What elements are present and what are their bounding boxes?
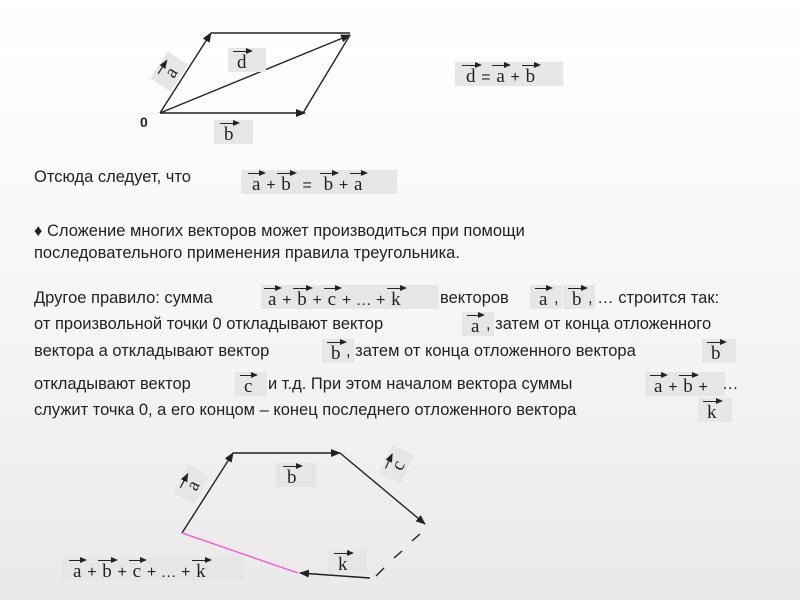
p2-line4-start: откладывают вектор bbox=[34, 375, 191, 393]
p2-vec-b: b bbox=[563, 285, 595, 309]
paragraph1-line1: ♦ Сложение многих векторов может производиться при помощи bbox=[34, 222, 525, 240]
top-vectors bbox=[160, 33, 350, 113]
p2-line1-start: Другое правило: сумма bbox=[34, 289, 213, 307]
p2-line5-text: служит точка 0, а его концом – конец последнего отложенного вектора bbox=[34, 401, 577, 419]
p2-line2-start: от произвольной точки 0 откладывают вектор bbox=[34, 315, 384, 333]
p2-line4-dots: … bbox=[722, 375, 739, 393]
p2-line2-vec-a: a bbox=[462, 312, 494, 336]
vector-d-line bbox=[160, 35, 350, 113]
svg-text:a: a bbox=[182, 476, 205, 495]
paragraph1-line2: последовательного применения правила треугольника. bbox=[34, 244, 460, 262]
p2-line4-vec-c: c bbox=[235, 372, 267, 396]
p2-line1-mid: векторов bbox=[440, 289, 509, 307]
bottom-label-c bbox=[378, 445, 414, 485]
p2-line2-end: , затем от конца отложенного bbox=[486, 315, 712, 333]
parallel-right-line bbox=[303, 35, 350, 113]
vector-c-segment bbox=[340, 453, 425, 524]
top-label-b: b bbox=[214, 120, 253, 144]
bottom-sum-formula: a + b + c + … + k bbox=[62, 557, 244, 581]
svg-text:c: c bbox=[387, 457, 410, 474]
p2-line4-end: и т.д. При этом началом вектора суммы bbox=[268, 375, 573, 393]
dash-1 bbox=[412, 534, 420, 541]
p2-line3-vec-b: b bbox=[322, 339, 354, 363]
bottom-label-k: k bbox=[328, 550, 367, 574]
p2-line1-end: , … строится так: bbox=[588, 289, 720, 307]
p2-sum-formula: a + b + c + … + k bbox=[261, 285, 439, 309]
top-label-a bbox=[150, 52, 188, 92]
p2-comma: , bbox=[554, 289, 559, 307]
origin-label: 0 bbox=[140, 114, 148, 130]
bottom-label-b: b bbox=[276, 463, 316, 487]
p2-line5-vec-k: k bbox=[698, 398, 732, 422]
p2-line3-start: вектора а откладывают вектор bbox=[34, 342, 270, 360]
svg-text:a: a bbox=[160, 63, 183, 82]
p2-line3-vec-b2: b bbox=[702, 339, 736, 363]
conclusion-text: Отсюда следует, что bbox=[34, 168, 191, 186]
p2-line4-sum-start: a + b + bbox=[645, 372, 725, 396]
dash-3 bbox=[376, 568, 384, 576]
p2-vec-a: a bbox=[530, 285, 562, 309]
formula-d-sum: d = a + b bbox=[455, 62, 563, 86]
commutativity-formula: a + b = b + a bbox=[241, 170, 397, 194]
p2-line3-end: , затем от конца отложенного вектора bbox=[346, 342, 636, 360]
dash-2 bbox=[394, 551, 402, 558]
top-label-d: d bbox=[228, 48, 266, 72]
